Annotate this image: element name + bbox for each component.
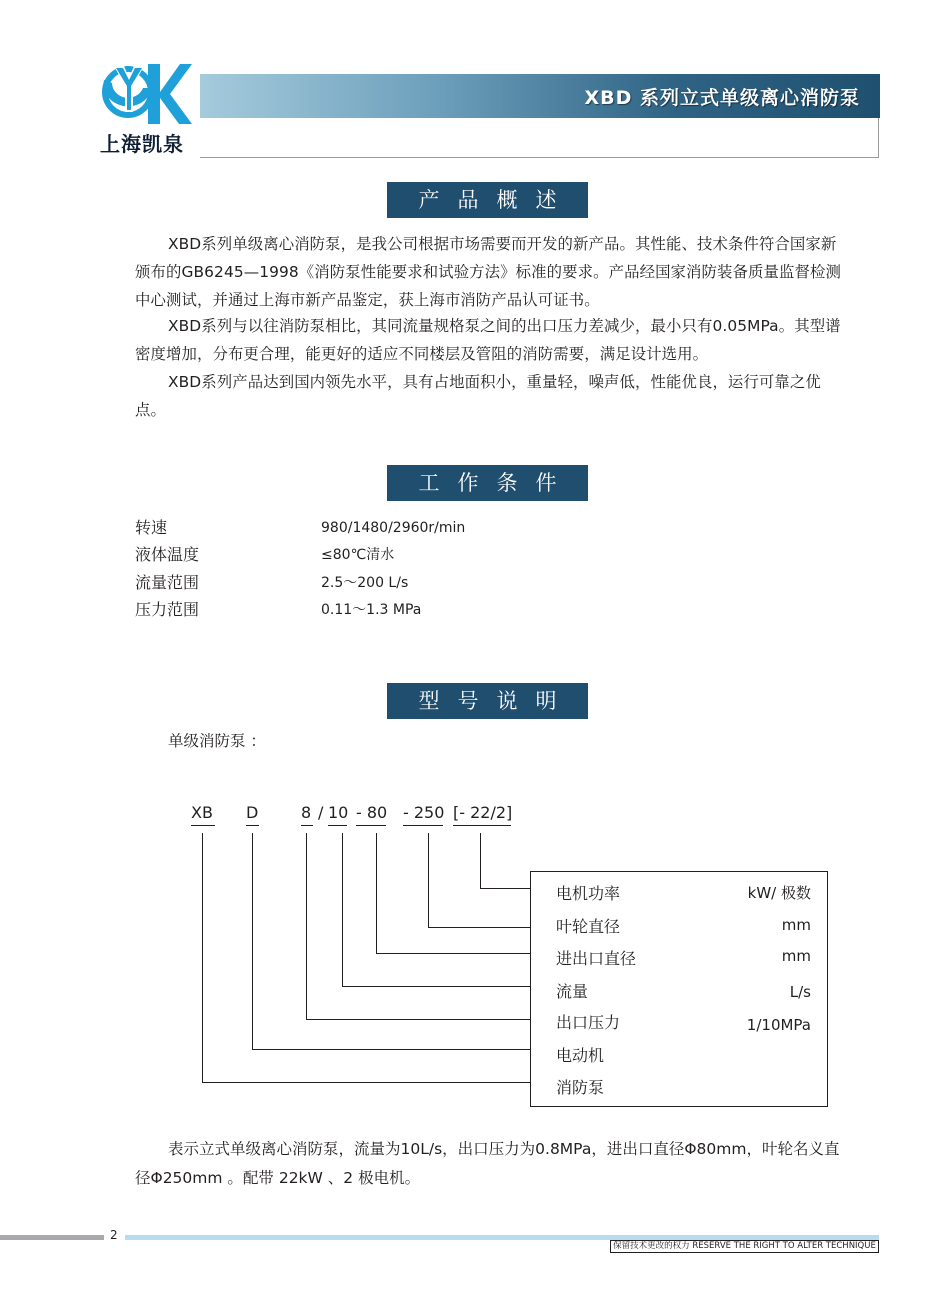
code-part-d: D bbox=[246, 803, 259, 822]
overview-paragraph: XBD系列产品达到国内领先水平，具有占地面积小，重量轻，噪声低，性能优良，运行可靠之优点。 bbox=[135, 373, 821, 419]
condition-value: 2.5～200 L/s bbox=[321, 575, 409, 591]
code-underline bbox=[328, 825, 347, 826]
legend-unit: mm bbox=[781, 947, 811, 965]
legend-label: 电动机 bbox=[556, 1046, 605, 1065]
code-part-pressure: 8 bbox=[301, 803, 312, 822]
legend-label: 进出口直径 bbox=[556, 949, 637, 968]
header-bar bbox=[200, 74, 880, 118]
footer-rule bbox=[0, 1235, 104, 1240]
connector-line bbox=[252, 1049, 530, 1050]
connector-line bbox=[376, 833, 377, 954]
condition-row bbox=[135, 541, 635, 569]
connector-line bbox=[428, 833, 429, 928]
connector-line bbox=[428, 927, 530, 928]
condition-row bbox=[135, 514, 635, 542]
condition-label: 液体温度 bbox=[135, 545, 200, 564]
model-legend-box bbox=[530, 871, 828, 1107]
code-underline bbox=[453, 825, 511, 826]
model-example: 表示立式单级离心消防泵，流量为10L/s，出口压力为0.8MPa，进出口直径Φ80mm，叶轮名义直径Φ250mm 。配带 22kW 、2 极电机。 bbox=[135, 1140, 840, 1187]
code-underline bbox=[403, 825, 443, 826]
code-part-flow: 10 bbox=[328, 803, 349, 822]
legend-unit: 1/10MPa bbox=[746, 1016, 811, 1034]
page-number: 2 bbox=[110, 1228, 118, 1242]
connector-line bbox=[202, 1082, 530, 1083]
condition-label: 压力范围 bbox=[135, 600, 200, 619]
code-part-xb: XB bbox=[191, 803, 213, 822]
code-part-motor: [- 22/2] bbox=[453, 803, 513, 822]
connector-line bbox=[480, 833, 481, 889]
connector-line bbox=[252, 833, 253, 1050]
overview-paragraph: XBD系列与以往消防泵相比，其同流量规格泵之间的出口压力差减少，最小只有0.05MPa。其型谱密度增加，分布更合理，能更好的适应不同楼层及管阻的消防需要，满足设计选用。 bbox=[135, 317, 841, 363]
connector-line bbox=[376, 953, 530, 954]
condition-label: 转速 bbox=[135, 518, 168, 537]
connector-line bbox=[342, 986, 530, 987]
condition-value: 0.11～1.3 MPa bbox=[321, 602, 422, 618]
connector-line bbox=[306, 1019, 530, 1020]
legend-unit: L/s bbox=[789, 983, 811, 1001]
code-part-diameter: - 80 bbox=[356, 803, 388, 822]
code-part-impeller: - 250 bbox=[403, 803, 445, 822]
section-heading-conditions: 工作条件 bbox=[387, 465, 588, 501]
code-underline bbox=[246, 825, 259, 826]
header-rule bbox=[200, 157, 879, 158]
legend-label: 消防泵 bbox=[556, 1078, 605, 1097]
section-heading-model: 型号说明 bbox=[387, 683, 588, 719]
code-underline bbox=[191, 825, 215, 826]
header-rule bbox=[878, 118, 879, 158]
overview-paragraph: XBD系列单级离心消防泵，是我公司根据市场需要而开发的新产品。其性能、技术条件符合国家新颁布的GB6245—1998《消防泵性能要求和试验方法》标准的要求。产品经国家消防装备质量监督检测中心测试，并通过上海市新产品鉴定，获上海市消防产品认可证书。 bbox=[135, 235, 841, 309]
connector-line bbox=[202, 833, 203, 1083]
connector-line bbox=[480, 888, 530, 889]
condition-value: ≤80℃清水 bbox=[321, 547, 395, 563]
legend-label: 出口压力 bbox=[556, 1013, 621, 1032]
legend-unit: mm bbox=[781, 916, 811, 934]
code-underline bbox=[301, 825, 313, 826]
section-heading-overview: 产品概述 bbox=[387, 182, 588, 218]
header-title: XBD 系列立式单级离心消防泵 bbox=[584, 87, 860, 109]
condition-label: 流量范围 bbox=[135, 573, 200, 592]
footer-note: 保留技术更改的权力 RESERVE THE RIGHT TO ALTER TECHNIQUE bbox=[610, 1240, 879, 1253]
logo-mark-icon bbox=[100, 62, 192, 126]
connector-line bbox=[342, 833, 343, 987]
legend-unit: kW/ 极数 bbox=[747, 884, 811, 902]
model-intro: 单级消防泵 ： bbox=[168, 732, 266, 750]
condition-row bbox=[135, 596, 635, 624]
condition-value: 980/1480/2960r/min bbox=[321, 520, 466, 536]
code-part-slash: / bbox=[318, 803, 324, 822]
legend-label: 电机功率 bbox=[556, 884, 621, 903]
code-underline bbox=[356, 825, 386, 826]
connector-line bbox=[306, 833, 307, 1020]
logo-text: 上海凯泉 bbox=[100, 132, 184, 156]
condition-row bbox=[135, 569, 635, 597]
legend-label: 叶轮直径 bbox=[556, 917, 621, 936]
legend-label: 流量 bbox=[556, 982, 589, 1001]
